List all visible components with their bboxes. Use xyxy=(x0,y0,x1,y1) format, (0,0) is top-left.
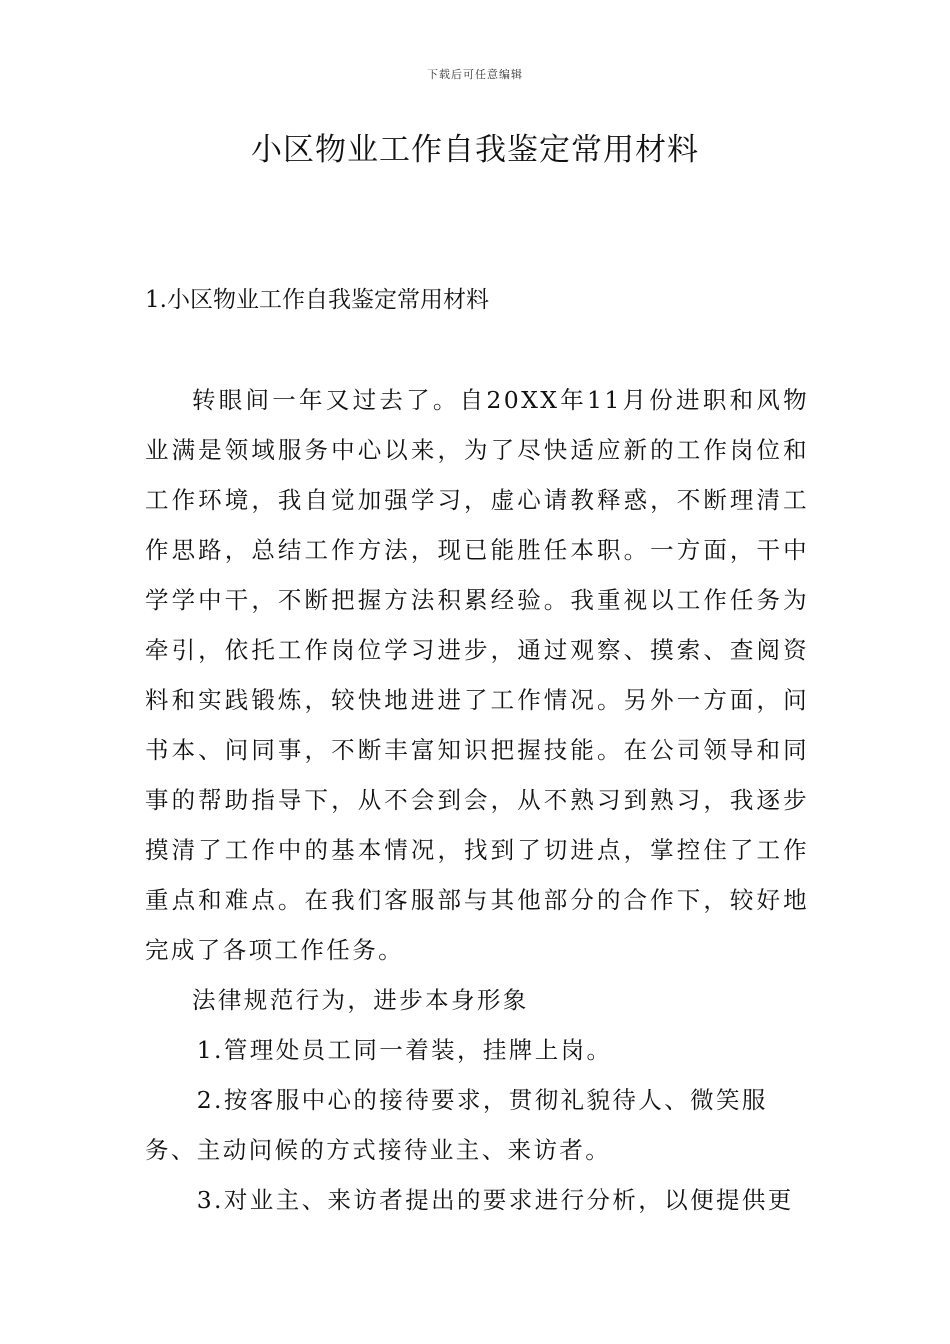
document-body xyxy=(145,375,809,1225)
intro-paragraph: 转眼间一年又过去了。自20XX年11月份进职和风物业满是领域服务中心以来，为了尽快适应新的工作岗位和工作环境，我自觉加强学习，虚心请教释惑，不断理清工作思路，总结工作方法，现已能胜任本职。一方面，干中学学中干，不断把握方法积累经验。我重视以工作任务为牵引，依托工作岗位学习进步，通过观察、摸索、查阅资料和实践锻炼，较快地进进了工作情况。另外一方面，问书本、问同事，不断丰富知识把握技能。在公司领导和同事的帮助指导下，从不会到会，从不熟习到熟习，我逐步摸清了工作中的基本情况，找到了切进点，掌控住了工作重点和难点。在我们客服部与其他部分的合作下，较好地完成了各项工作任务。 xyxy=(145,386,809,964)
section-heading: 1.小区物业工作自我鉴定常用材料 xyxy=(145,287,489,313)
list-item-2: 2.按客服中心的接待要求，贯彻礼貌待人、微笑服务、主动问候的方式接待业主、来访者。 xyxy=(145,1086,768,1164)
list-item-3: 3.对业主、来访者提出的要求进行分析，以便提供更 xyxy=(196,1186,794,1214)
list-item-1: 1.管理处员工同一着装，挂牌上岗。 xyxy=(196,1036,613,1064)
document-title: 小区物业工作自我鉴定常用材料 xyxy=(251,132,699,168)
header-note: 下载后可任意编辑 xyxy=(427,68,523,81)
subheading-paragraph: 法律规范行为，进步本身形象 xyxy=(192,986,529,1014)
